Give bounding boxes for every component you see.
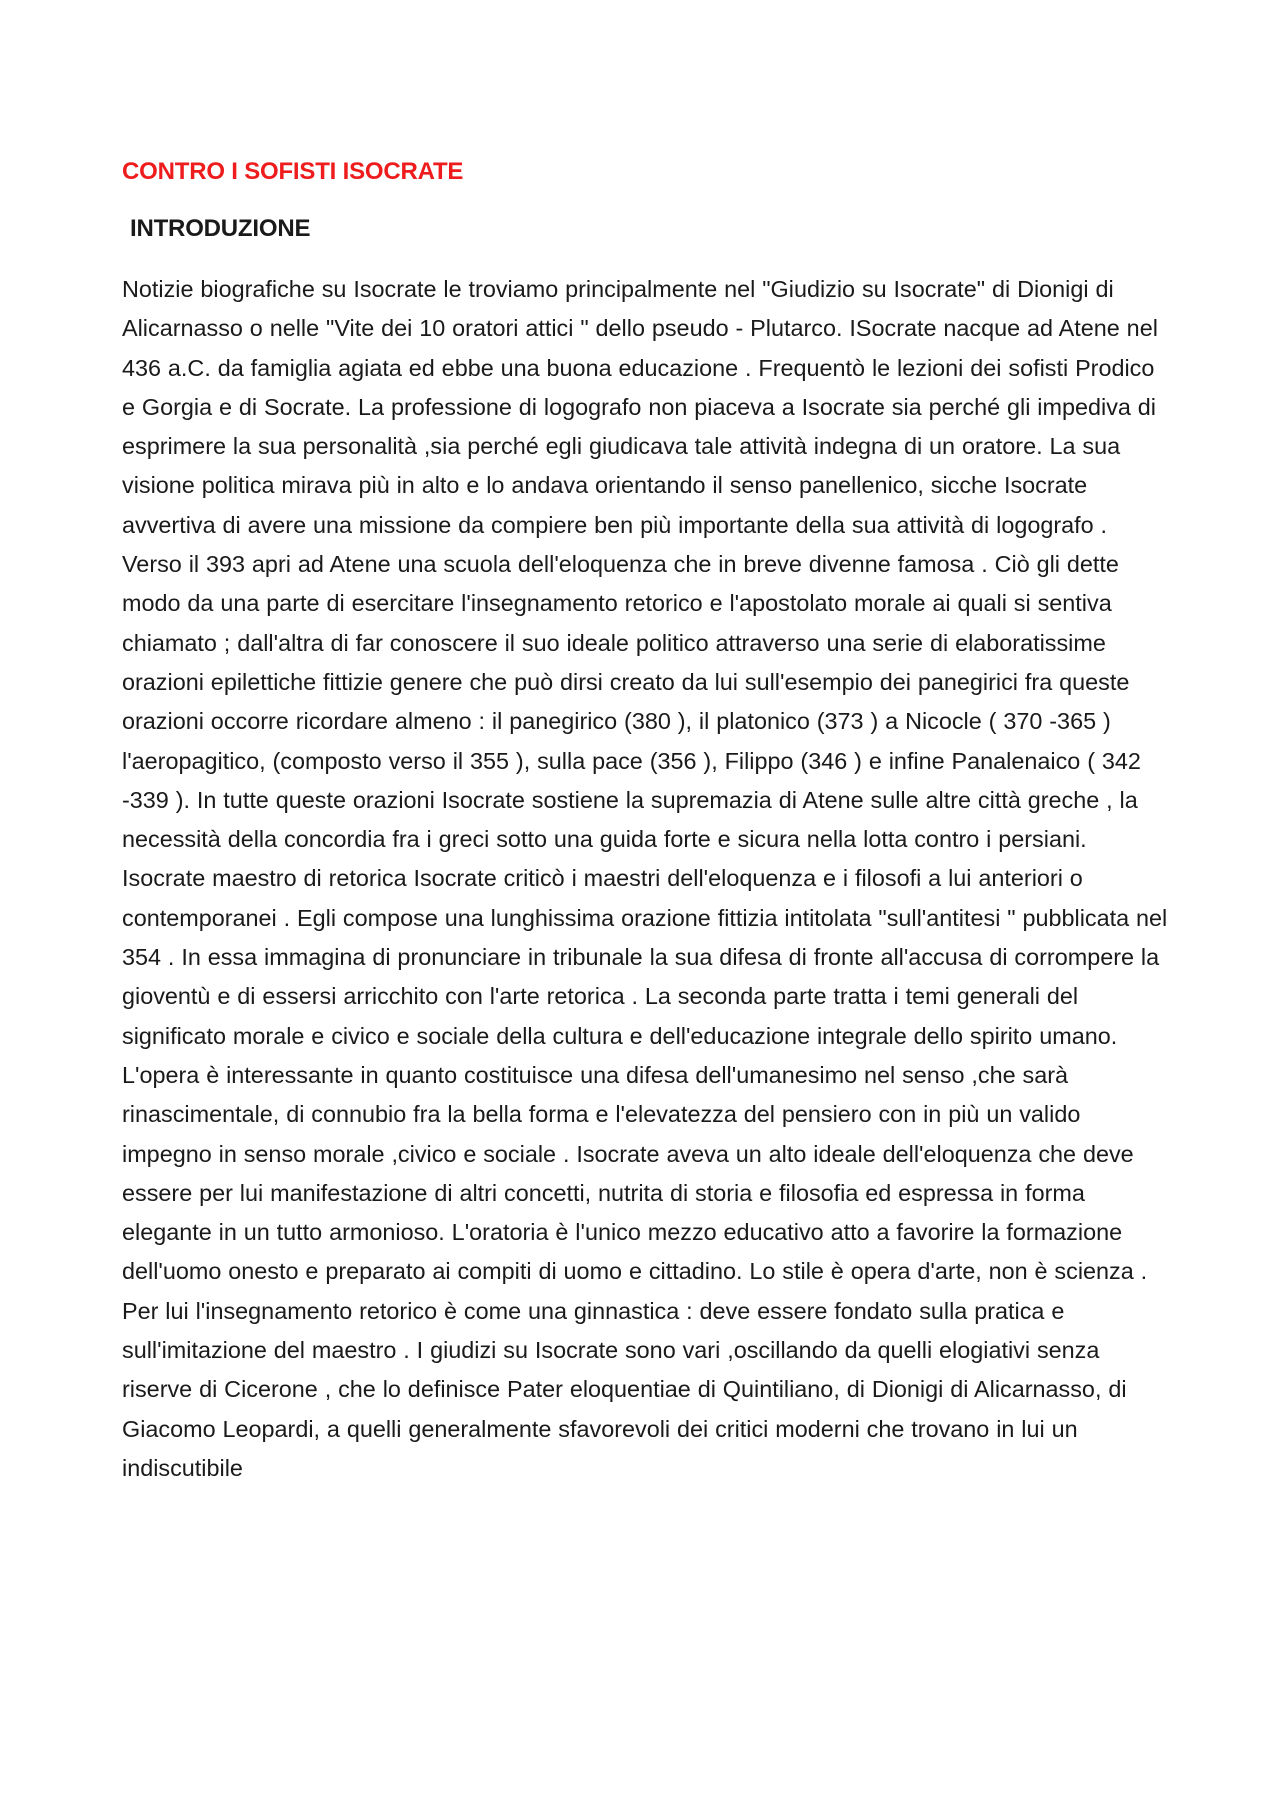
section-heading: INTRODUZIONE [130,215,311,242]
document-title: CONTRO I SOFISTI ISOCRATE [122,158,464,185]
body-paragraph: Notizie biografiche su Isocrate le troviamo principalmente nel "Giudizio su Isocrate" di Dionigi di Alicarnasso o nelle "Vite dei 10 oratori attici " dello pseudo - Plutarco. ISocrate nacque ad Atene nel 436 a.C. da famiglia agiata ed ebbe una buona educazione . Frequentò le lezioni dei sofisti Prodico e Gorgia e di Socrate. La professione di logografo non piaceva a Isocrate sia perché gli impediva di esprimere la sua personalità ,sia perché egli giudicava tale attività indegna di un oratore. La sua visione politica mirava più in alto e lo andava orientando il senso panellenico, sicche Isocrate avvertiva di avere una missione da compiere ben più importante della sua attività di logografo . Verso il 393 apri ad Atene una scuola dell'eloquenza che in breve divenne famosa . Ciò gli dette modo da una parte di esercitare l'insegnamento retorico e l'apostolato morale ai quali si sentiva chiamato ; dall'altra di far conoscere il suo ideale politico attraverso una serie di elaboratissime orazioni epilettiche fittizie genere che può dirsi creato da lui sull'esempio dei panegirici fra queste orazioni occorre ricordare almeno : il panegirico (380 ), il platonico (373 ) a Nicocle ( 370 -365 ) l'aeropagitico, (composto verso il 355 ), sulla pace (356 ), Filippo (346 ) e infine Panalenaico ( 342 -339 ). In tutte queste orazioni Isocrate sostiene la supremazia di Atene sulle altre città greche , la necessità della concordia fra i greci sotto una guida forte e sicura nella lotta contro i persiani. Isocrate maestro di retorica Isocrate criticò i maestri dell'eloquenza e i filosofi a lui anteriori o contemporanei . Egli compose una lunghissima orazione fittizia intitolata "sull'antitesi " pubblicata nel 354 . In essa immagina di pronunciare in tribunale la sua difesa di fronte all'accusa di corrompere la gioventù e di essersi arricchito con l'arte retorica . La seconda parte tratta i temi generali del significato morale e civico e sociale della cultura e dell'educazione integrale dello spirito umano. L'opera è interessante in quanto costituisce una difesa dell'umanesimo nel senso ,che sarà rinascimentale, di connubio fra la bella forma e l'elevatezza del pensiero con in più un valido impegno in senso morale ,civico e sociale . Isocrate aveva un alto ideale dell'eloquenza che deve essere per lui manifestazione di altri concetti, nutrita di storia e filosofia ed espressa in forma elegante in un tutto armonioso. L'oratoria è l'unico mezzo educativo atto a favorire la formazione dell'uomo onesto e preparato ai compiti di uomo e cittadino. Lo stile è opera d'arte, non è scienza . Per lui l'insegnamento retorico è come una ginnastica : deve essere fondato sulla pratica e sull'imitazione del maestro . I giudizi su Isocrate sono vari ,oscillando da quelli elogiativi senza riserve di Cicerone , che lo definisce Pater eloquentiae di Quintiliano, di Dionigi di Alicarnasso, di Giacomo Leopardi, a quelli generalmente sfavorevoli dei critici moderni che trovano in lui un indiscutibile [122,276,1168,1481]
